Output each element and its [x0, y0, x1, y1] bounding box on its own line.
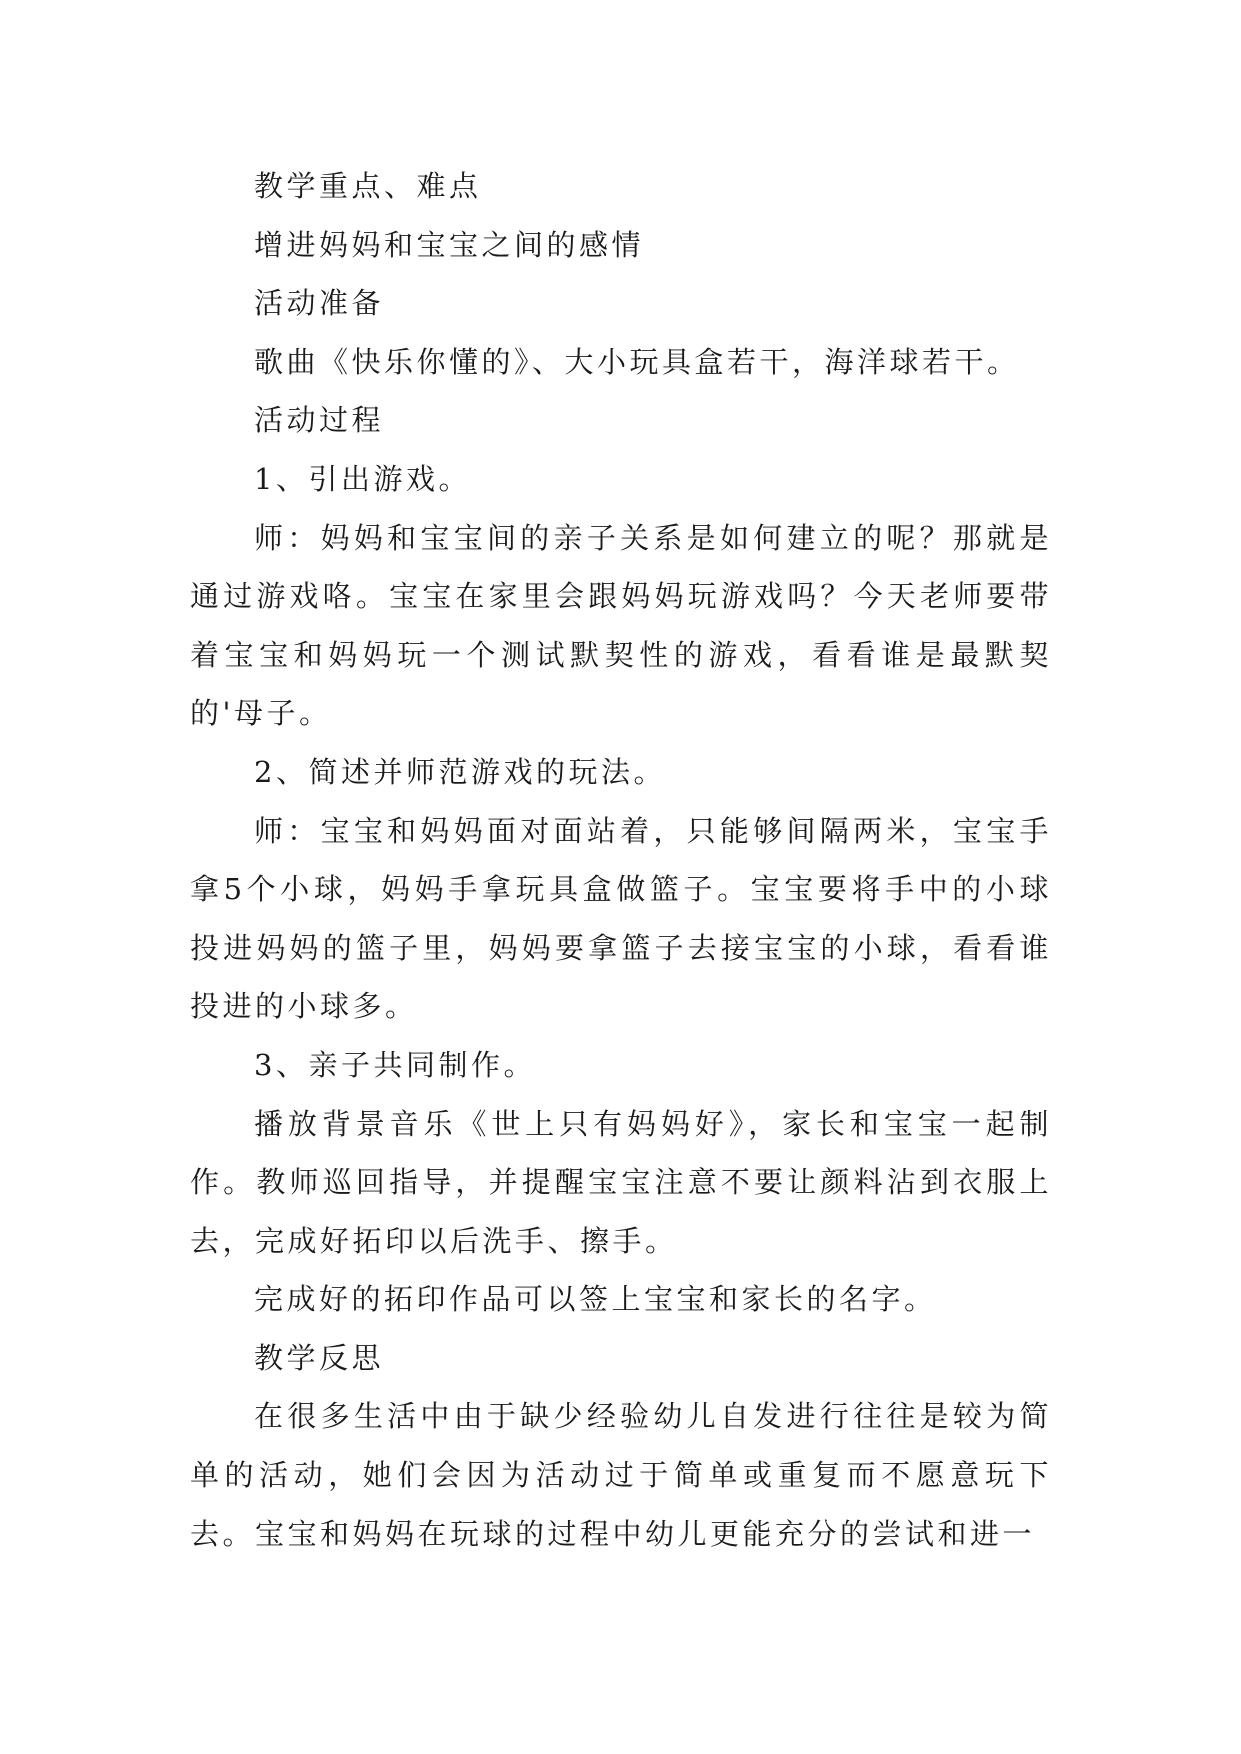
heading-reflection: 教学反思: [254, 1340, 385, 1375]
step-3-heading: 3、亲子共同制作。: [254, 1047, 536, 1082]
heading-preparation: 活动准备: [254, 286, 385, 321]
reflection-text: 在很多生活中由于缺少经验幼儿自发进行往往是较为简单的活动，她们会因为活动过于简单或重复而不愿意玩下去。宝宝和妈妈在玩球的过程中幼儿更能充分的尝试和进一: [190, 1399, 1052, 1551]
heading-key-points: 教学重点、难点: [254, 169, 482, 203]
document-body: [190, 157, 1052, 1563]
heading-process: 活动过程: [254, 403, 385, 438]
step-3-text: 播放背景音乐《世上只有妈妈好》，家长和宝宝一起制作。教师巡回指导，并提醒宝宝注意不要让颜料沾到衣服上去，完成好拓印以后洗手、擦手。: [190, 1106, 1052, 1258]
step-2-text: 师：宝宝和妈妈面对面站着，只能够间隔两米，宝宝手拿5个小球，妈妈手拿玩具盒做篮子。宝宝要将手中的小球投进妈妈的篮子里，妈妈要拿篮子去接宝宝的小球，看看谁投进的小球多。: [190, 813, 1052, 1024]
paragraph-key-points-text: 增进妈妈和宝宝之间的感情: [254, 227, 645, 262]
step-1-text: 师：妈妈和宝宝间的亲子关系是如何建立的呢？那就是通过游戏咯。宝宝在家里会跟妈妈玩游戏吗？今天老师要带着宝宝和妈妈玩一个测试默契性的游戏，看看谁是最默契的'母子。: [190, 520, 1052, 731]
step-3-note: 完成好的拓印作品可以签上宝宝和家长的名字。: [254, 1282, 937, 1317]
paragraph-preparation-text: 歌曲《快乐你懂的》、大小玩具盒若干，海洋球若干。: [254, 344, 1020, 379]
step-1-heading: 1、引出游戏。: [254, 461, 471, 496]
step-2-heading: 2、简述并师范游戏的玩法。: [254, 754, 666, 789]
